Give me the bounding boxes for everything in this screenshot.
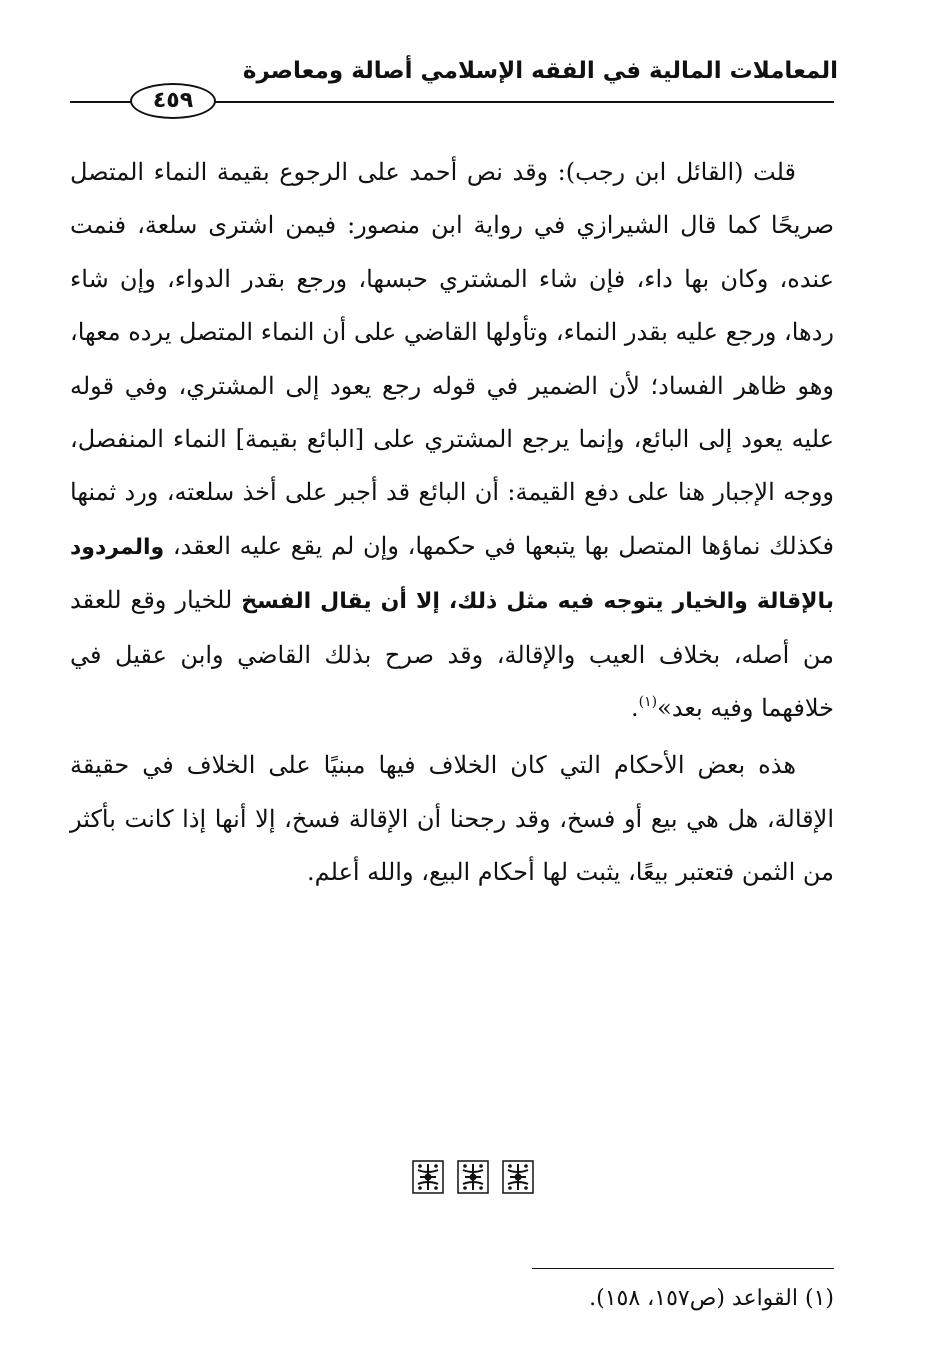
running-title: المعاملات المالية في الفقه الإسلامي أصالة ومعاصرة [242, 58, 838, 84]
footnote-reference[interactable]: (١) [638, 694, 658, 711]
paragraph-end: . [631, 694, 639, 723]
footnote-separator [532, 1268, 834, 1269]
page-number: ٤٥٩ [152, 88, 194, 113]
paragraph-text: للخيار وقع للعقد من أصله، بخلاف العيب والإقالة، وقد صرح بذلك القاضي وابن عقيل في خلافهما وفيه بعد» [70, 586, 834, 723]
footnote: (١) القواعد (ص١٥٧، ١٥٨). [589, 1286, 834, 1311]
floral-ornament-icon [502, 1160, 534, 1194]
body-text [70, 146, 834, 900]
paragraph: هذه بعض الأحكام التي كان الخلاف فيها مبنيًا على الخلاف في حقيقة الإقالة، هل هي بيع أو فسخ، وقد رجحنا أن الإقالة فسخ، إلا أنها إذا كانت بأكثر من الثمن فتعتبر بيعًا، يثبت لها أحكام البيع، والله أعلم. [70, 751, 834, 887]
bold-text: والمردود بالإقالة والخيار يتوجه فيه مثل ذلك، إلا أن يقال الفسخ [70, 534, 835, 615]
section-end-ornaments [0, 1160, 946, 1194]
floral-ornament-icon [457, 1160, 489, 1194]
floral-ornament-icon [412, 1160, 444, 1194]
paragraph [70, 146, 834, 735]
paragraph-text: قلت (القائل ابن رجب): وقد نص أحمد على الرجوع بقيمة النماء المتصل صريحًا كما قال الشيرازي في رواية ابن منصور: فيمن اشترى سلعة، فنمت عنده، وكان بها داء، فإن شاء المشتري حبسها، ورجع بقدر الدواء، وإن شاء ردها، ورجع عليه بقدر النماء، وتأولها القاضي على أن النماء المتصل يرده معها، وهو ظاهر الفساد؛ لأن الضمير في قوله رجع يعود إلى المشتري، وفي قوله عليه يعود إلى البائع، وإنما يرجع المشتري على [البائع بقيمة] النماء المنفصل، ووجه الإجبار هنا على دفع القيمة: أن البائع قد أجبر على أخذ سلعته، ورد ثمنها فكذلك نماؤها المتصل بها يتبعها في حكمها، وإن لم يقع عليه العقد، [70, 158, 834, 560]
page-number-frame [130, 83, 216, 119]
